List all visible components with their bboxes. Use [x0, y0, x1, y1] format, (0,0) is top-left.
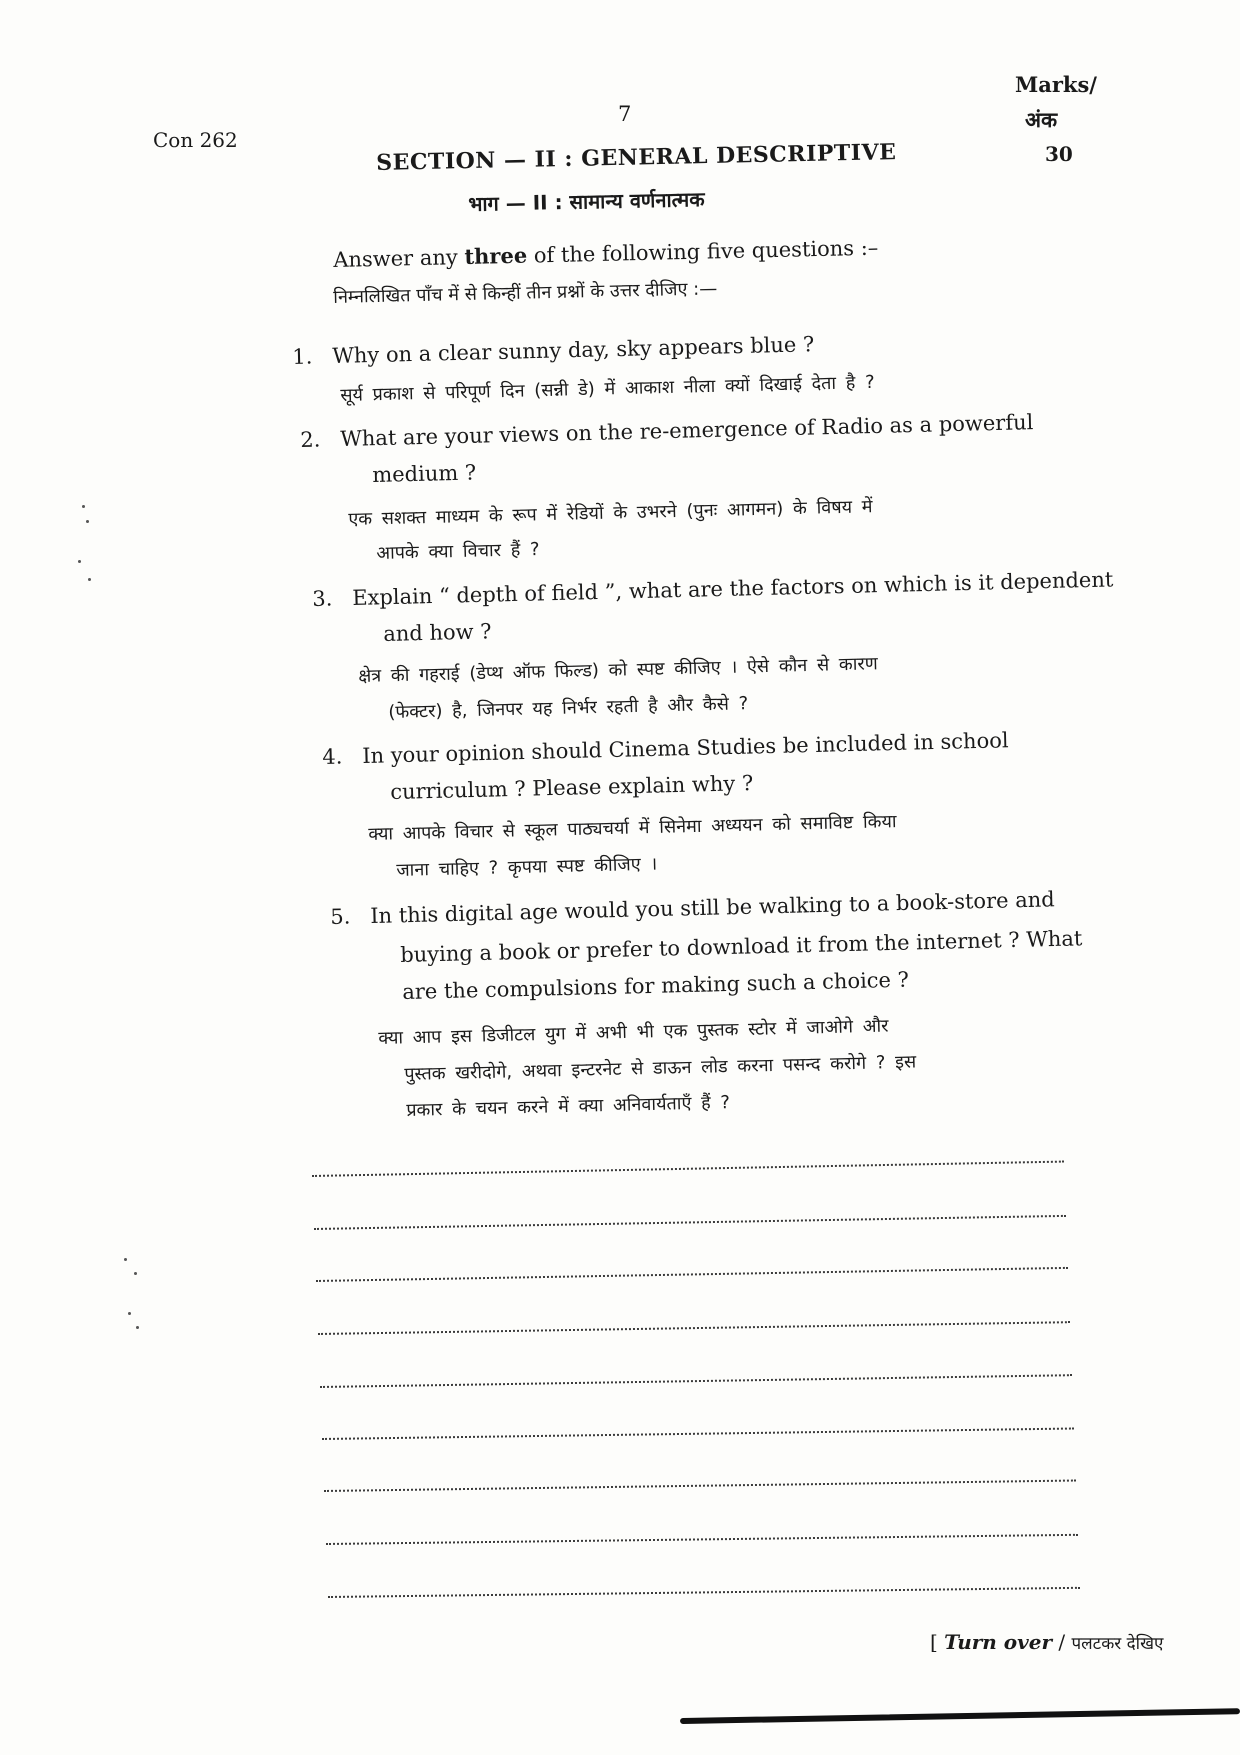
question-2-number: 2. [300, 427, 321, 452]
question-4-hindi-line-2: जाना चाहिए ? कृपया स्पष्ट कीजिए । [396, 853, 658, 881]
turn-over-note: [ Turn over / पलटकर देखिए [930, 1630, 1164, 1654]
section-title-hindi: भाग — II : सामान्य वर्णनात्मक [468, 187, 705, 216]
answer-line[interactable] [312, 1161, 1064, 1177]
question-3-line-2: and how ? [383, 619, 492, 646]
turn-over-hindi: पलटकर देखिए [1071, 1634, 1164, 1654]
page-number: 7 [618, 102, 632, 126]
instructions-prefix: Answer any [333, 245, 465, 272]
instructions-hindi: निम्नलिखित पाँच में से किन्हीं तीन प्रश्नों के उत्तर दीजिए :— [333, 278, 718, 308]
marks-label: Marks/ [1015, 72, 1097, 97]
instructions-bold: three [464, 242, 528, 270]
question-1-line-1: 1. Why on a clear sunny day, sky appears blue ? [292, 332, 815, 369]
question-5-hindi-line-3: प्रकार के चयन करने में क्या अनिवार्यताएँ हैं ? [406, 1092, 731, 1121]
scan-speck [124, 1258, 127, 1261]
answer-line[interactable] [322, 1428, 1074, 1440]
question-1-number: 1. [292, 344, 313, 369]
question-2-line-2: medium ? [372, 460, 477, 487]
instructions-english [333, 235, 879, 272]
question-2-hindi-line-1: एक सशक्त माध्यम के रूप में रेडियों के उभरने (पुनः आगमन) के विषय में [348, 496, 873, 530]
question-4-hindi-line-1: क्या आपके विचार से स्कूल पाठ्यचर्या में सिनेमा अध्ययन को समाविष्ट किया [368, 811, 897, 845]
answer-line[interactable] [318, 1321, 1070, 1335]
question-5-line-2: buying a book or prefer to download it from the internet ? What [400, 926, 1083, 967]
scan-speck [86, 520, 89, 523]
question-5-line-1: 5. In this digital age would you still be walking to a book-store and [330, 887, 1055, 929]
marks-value: 30 [1045, 142, 1073, 166]
answer-line[interactable] [328, 1587, 1080, 1598]
scan-edge-stroke [680, 1708, 1240, 1724]
scan-speck [82, 505, 85, 508]
question-4-number: 4. [322, 744, 343, 769]
question-4-line-1: 4. In your opinion should Cinema Studies be included in school [322, 728, 1009, 769]
question-3-hindi-line-2: (फेक्टर) है, जिनपर यह निर्भर रहती है और कैसे ? [388, 693, 749, 723]
question-5-line-3: are the compulsions for making such a choice ? [402, 967, 910, 1004]
section-title: SECTION — II : GENERAL DESCRIPTIVE [376, 139, 897, 176]
question-2-line-1: 2. What are your views on the re-emergence of Radio as a powerful [300, 410, 1034, 452]
turn-over-english: Turn over [944, 1630, 1053, 1654]
question-3-line-1: 3. Explain “ depth of field ”, what are the factors on which is it dependent [312, 567, 1114, 611]
question-1-hindi-line-1: सूर्य प्रकाश से परिपूर्ण दिन (सन्नी डे) में आकाश नीला क्यों दिखाई देता है ? [340, 371, 875, 406]
scan-speck [136, 1326, 139, 1329]
question-3-hindi-line-1: क्षेत्र की गहराई (डेप्थ ऑफ फिल्ड) को स्पष्ट कीजिए । ऐसे कौन से कारण [358, 653, 878, 687]
scan-speck [134, 1272, 137, 1275]
answer-line[interactable] [316, 1267, 1068, 1282]
question-3-number: 3. [312, 586, 333, 611]
answer-line[interactable] [320, 1374, 1072, 1388]
scan-speck [78, 560, 81, 563]
answer-line[interactable] [326, 1534, 1078, 1545]
question-5-number: 5. [330, 904, 351, 929]
question-4-line-2: curriculum ? Please explain why ? [390, 771, 754, 804]
scan-speck [88, 578, 91, 581]
question-5-hindi-line-2: पुस्तक खरीदोगे, अथवा इन्टरनेट से डाऊन लोड करना पसन्द करोगे ? इस [404, 1051, 917, 1085]
instructions-suffix: of the following five questions :– [526, 235, 879, 268]
marks-label-hindi: अंक [1025, 108, 1058, 132]
question-5-hindi-line-1: क्या आप इस डिजीटल युग में अभी भी एक पुस्तक स्टोर में जाओगे और [378, 1015, 889, 1049]
answer-line[interactable] [324, 1480, 1076, 1492]
paper-code: Con 262 [153, 128, 238, 152]
answer-line[interactable] [314, 1215, 1066, 1230]
scan-speck [128, 1312, 131, 1315]
question-2-hindi-line-2: आपके क्या विचार हैं ? [376, 539, 540, 564]
